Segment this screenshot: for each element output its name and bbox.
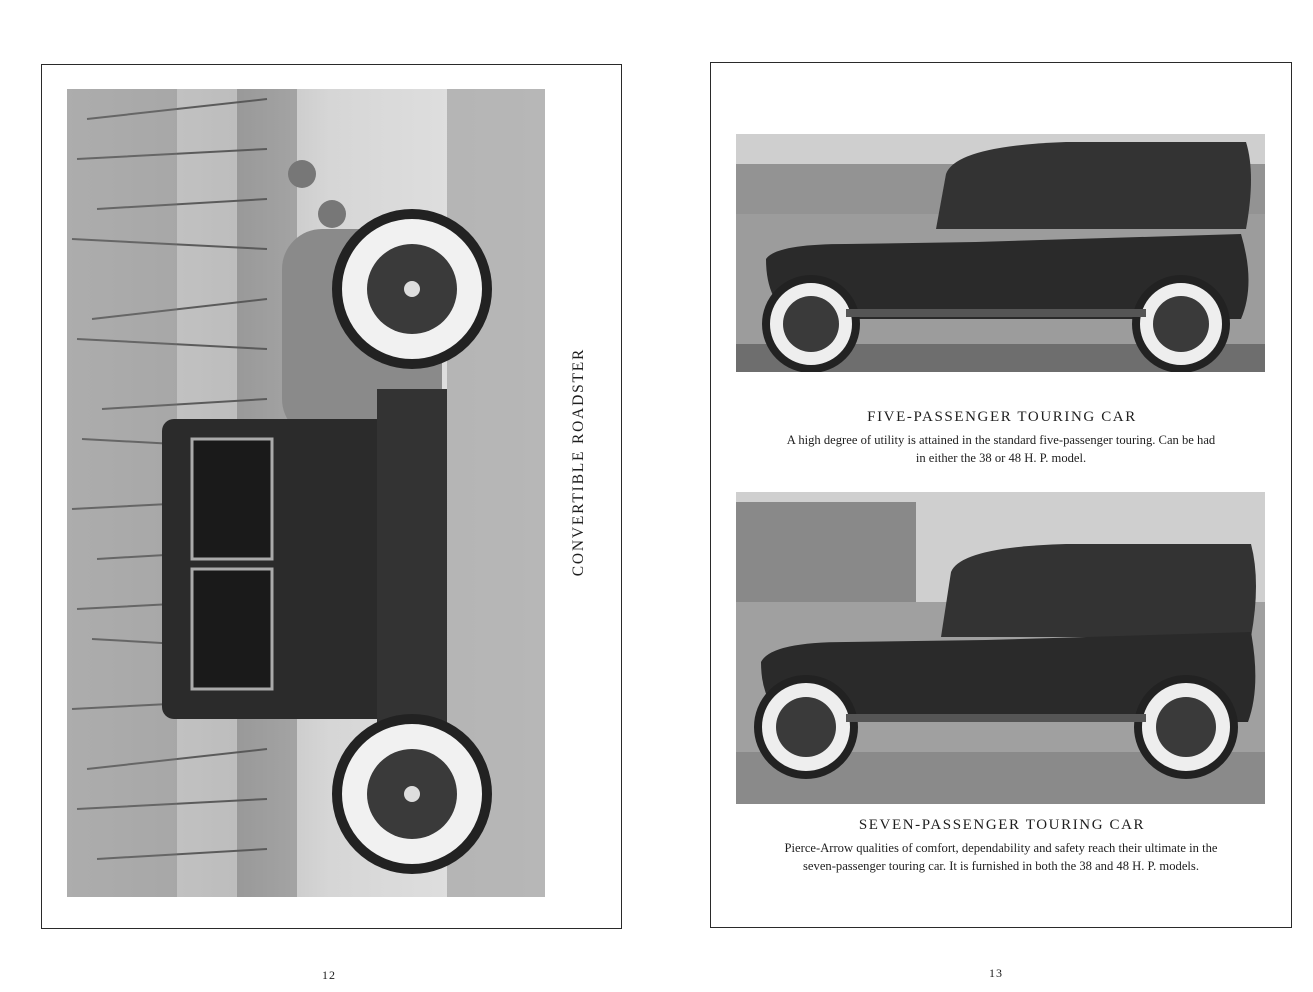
five-passenger-description-line-2: in either the 38 or 48 H. P. model. bbox=[915, 451, 1087, 465]
five-passenger-title: FIVE-PASSENGER TOURING CAR bbox=[867, 409, 1137, 425]
seven-passenger-touring-car-photo bbox=[736, 492, 1265, 804]
right-page bbox=[710, 62, 1292, 928]
seven-passenger-title: SEVEN-PASSENGER TOURING CAR bbox=[858, 817, 1146, 833]
five-passenger-description bbox=[741, 431, 1261, 467]
convertible-roadster-caption: CONVERTIBLE ROADSTER bbox=[570, 347, 587, 577]
seven-passenger-description-line-2: seven-passenger touring car. It is furnished in both the 38 and 48 H. P. models. bbox=[803, 859, 1199, 873]
seven-passenger-description-line-1: Pierce-Arrow qualities of comfort, dependability and safety reach their ultimate in the bbox=[784, 841, 1218, 855]
convertible-roadster-photo bbox=[67, 89, 545, 897]
five-passenger-description-line-1: A high degree of utility is attained in the standard five-passenger touring. Can be had bbox=[786, 433, 1216, 447]
seven-passenger-description bbox=[741, 839, 1261, 875]
left-page bbox=[41, 64, 622, 929]
page-number-left: 12 bbox=[322, 968, 336, 982]
page-number-right: 13 bbox=[989, 966, 1003, 980]
five-passenger-touring-car-photo bbox=[736, 134, 1265, 372]
